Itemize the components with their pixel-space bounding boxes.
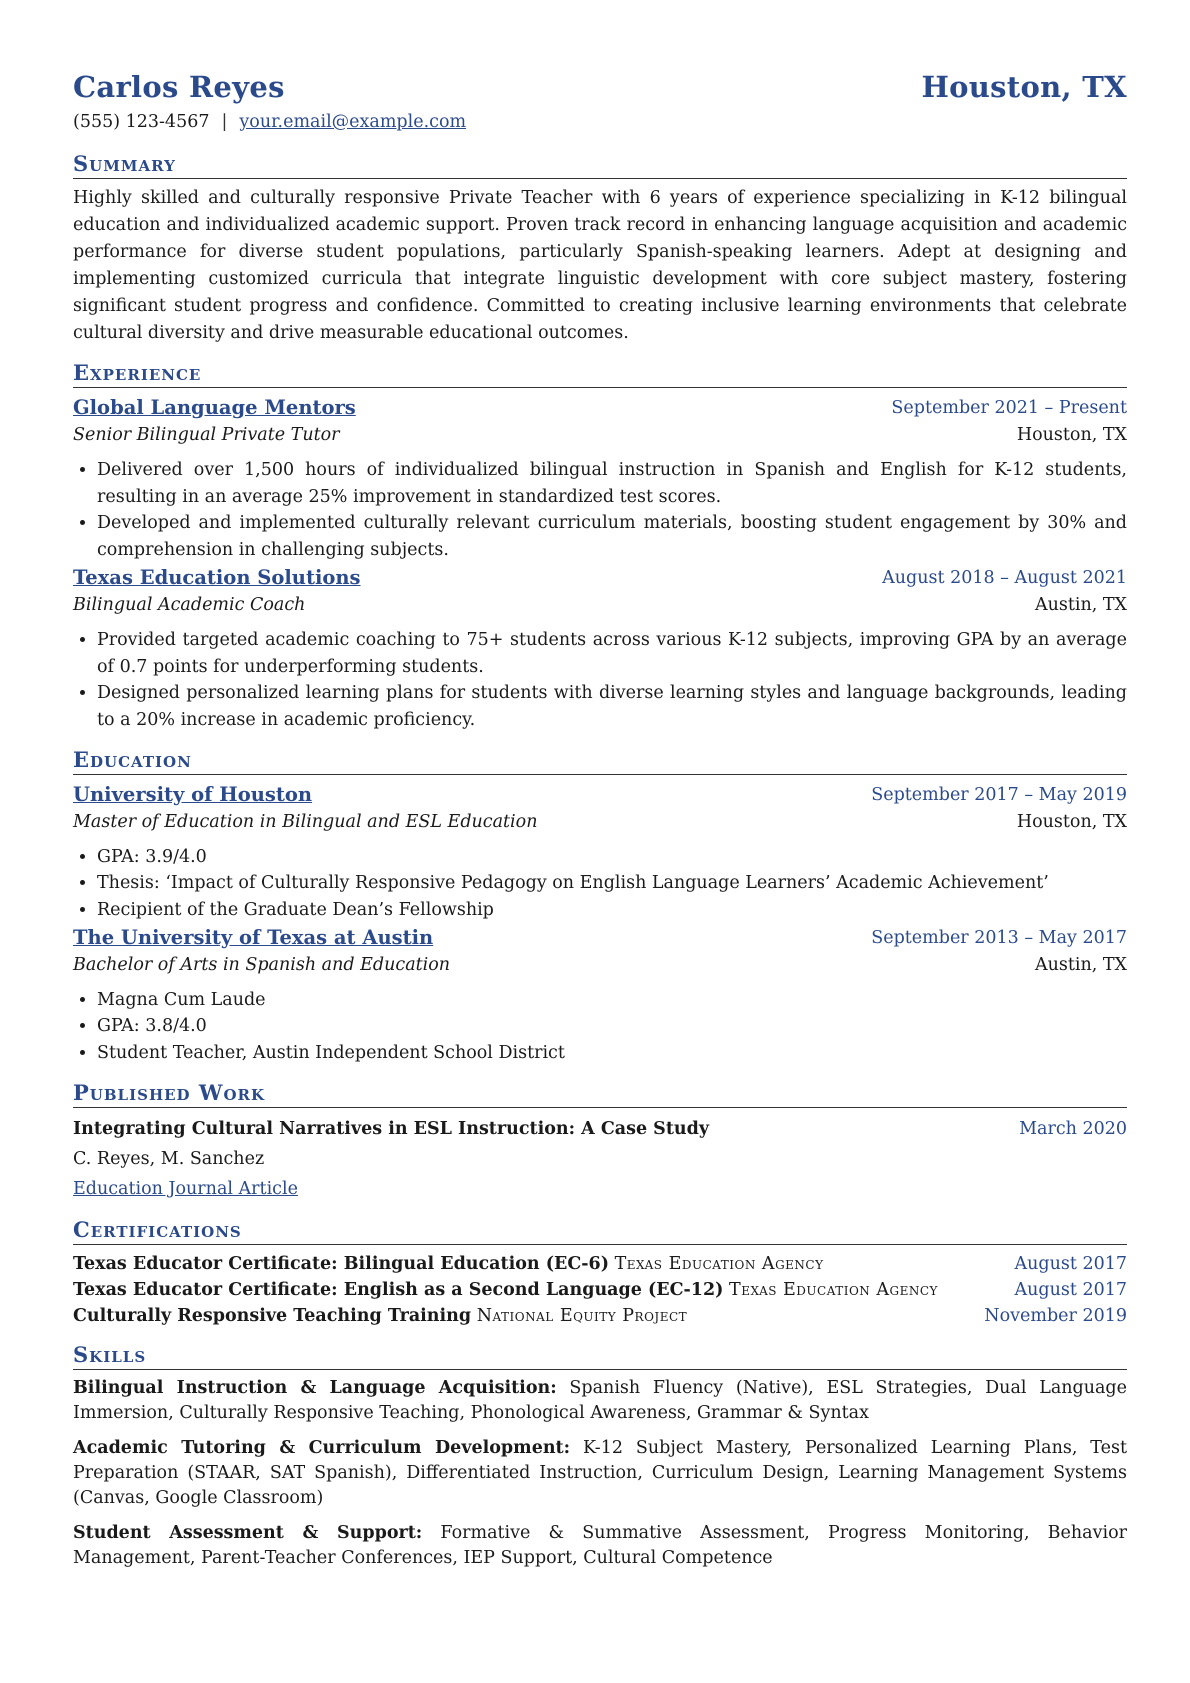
bullet-item: • Designed personalized learning plans for students with diverse learning styles and language backgrounds, leading to a 20% increase in academic proficiency. [97, 680, 1127, 733]
school-location: Austin, TX [1034, 954, 1127, 975]
bullet-item: • Delivered over 1,500 hours of individualized bilingual instruction in Spanish and English for K-12 students, resulting in an average 25% improvement in standardized test scores. [97, 457, 1127, 510]
skill-group-label: Bilingual Instruction & Language Acquisition: [73, 1377, 557, 1398]
skill-group [73, 1376, 1127, 1426]
publication-date: March 2020 [1019, 1118, 1127, 1139]
skill-group-text: Formative & Summative Assessment, Progress Monitoring, Behavior Management, Parent-Teacher Conferences, IEP Support, Cultural Competence [73, 1522, 1127, 1568]
job-title: Senior Bilingual Private Tutor [73, 425, 340, 445]
bullet-item: • GPA: 3.9/4.0 [97, 844, 1127, 871]
degree-title: Bachelor of Arts in Spanish and Education [73, 954, 451, 975]
certification-name: Texas Educator Certificate: Bilingual Education (EC-6) [73, 1253, 610, 1274]
skill-group-text: K-12 Subject Mastery, Personalized Learning Plans, Test Preparation (STAAR, SAT Spanish), Differentiated Instruction, Curriculum Design, Learning Management Systems (Canvas, Google Classroom) [73, 1437, 1127, 1508]
certification-name: Culturally Responsive Teaching Training [73, 1305, 472, 1326]
study-dates: September 2013 – May 2017 [871, 927, 1127, 948]
certifications-list [73, 1251, 1127, 1329]
bullet-item: • Developed and implemented culturally relevant curriculum materials, boosting student engagement by 30% and comprehension in challenging subjects. [97, 510, 1127, 563]
employment-dates: August 2018 – August 2021 [882, 567, 1127, 588]
resume-header [73, 60, 1127, 104]
summary-heading: Summary [73, 150, 1127, 179]
publication-title: Integrating Cultural Narratives in ESL Instruction: A Case Study [73, 1118, 710, 1139]
publication-entry [73, 1114, 1127, 1204]
experience-entry [73, 394, 1127, 564]
certification-date: August 2017 [1014, 1253, 1127, 1274]
job-location: Houston, TX [1016, 425, 1127, 445]
certification-issuer: Texas Education Agency [614, 1253, 824, 1274]
certification-item [73, 1303, 1127, 1329]
bullet-item: • Thesis: ‘Impact of Culturally Responsive Pedagogy on English Language Learners’ Academic Achievement’ [97, 870, 1127, 897]
skill-group [73, 1521, 1127, 1571]
certification-item [73, 1251, 1127, 1277]
employer-link[interactable]: Global Language Mentors [73, 396, 356, 419]
phone-number: (555) 123-4567 [73, 112, 210, 132]
certification-date: August 2017 [1014, 1279, 1127, 1300]
education-bullets [73, 844, 1127, 924]
degree-title: Master of Education in Bilingual and ESL Education [73, 811, 538, 832]
employment-dates: September 2021 – Present [891, 398, 1127, 418]
resume-page [73, 60, 1127, 1581]
publication-link[interactable]: Education Journal Article [73, 1178, 298, 1199]
bullet-item: • Magna Cum Laude [97, 987, 1127, 1014]
contact-line [73, 112, 1127, 138]
education-entry [73, 924, 1127, 1067]
employer-link[interactable]: Texas Education Solutions [73, 565, 361, 589]
job-bullets [73, 457, 1127, 564]
published-work-heading: Published Work [73, 1079, 1127, 1108]
skill-group-label: Academic Tutoring & Curriculum Development: [73, 1437, 571, 1458]
job-title: Bilingual Academic Coach [73, 594, 306, 615]
publication-authors: C. Reyes, M. Sanchez [73, 1148, 265, 1169]
school-link[interactable]: University of Houston [73, 782, 313, 806]
skill-group [73, 1436, 1127, 1511]
education-heading: Education [73, 746, 1127, 775]
bullet-item: • Provided targeted academic coaching to 75+ students across various K-12 subjects, improving GPA by an average of 0.7 points for underperforming students. [97, 627, 1127, 680]
candidate-location: Houston, TX [921, 70, 1127, 104]
school-link[interactable]: The University of Texas at Austin [73, 925, 434, 949]
bullet-item: • Recipient of the Graduate Dean’s Fellowship [97, 897, 1127, 924]
education-entry [73, 781, 1127, 924]
candidate-name: Carlos Reyes [73, 70, 285, 104]
contact-separator: | [221, 112, 228, 132]
certification-date: November 2019 [984, 1305, 1127, 1326]
study-dates: September 2017 – May 2019 [871, 784, 1127, 805]
certification-item [73, 1277, 1127, 1303]
job-location: Austin, TX [1034, 594, 1127, 615]
certification-issuer: National Equity Project [476, 1305, 688, 1326]
bullet-item: • GPA: 3.8/4.0 [97, 1013, 1127, 1040]
skill-group-text: Spanish Fluency (Native), ESL Strategies, Dual Language Immersion, Culturally Responsive Teaching, Phonological Awareness, Grammar & Syntax [73, 1377, 1127, 1423]
bullet-item: • Student Teacher, Austin Independent School District [97, 1040, 1127, 1067]
certifications-heading: Certifications [73, 1216, 1127, 1245]
job-bullets [73, 627, 1127, 734]
experience-heading: Experience [73, 359, 1127, 388]
education-bullets [73, 987, 1127, 1067]
summary-text: Highly skilled and culturally responsive Private Teacher with 6 years of experience specializing in K-12 bilingual education and individualized academic support. Proven track record in enhancing language acquisition and academic performance for diverse student populations, particularly Spanish-speaking learners. Adept at designing and implementing customized curricula that integrate linguistic development with core subject mastery, fostering significant student progress and confidence. Committed to creating inclusive learning environments that celebrate cultural diversity and drive measurable educational outcomes. [73, 188, 1127, 343]
certification-name: Texas Educator Certificate: English as a Second Language (EC-12) [73, 1279, 724, 1300]
school-location: Houston, TX [1016, 811, 1127, 832]
skills-heading: Skills [73, 1341, 1127, 1370]
email-link[interactable]: your.email@example.com [239, 112, 467, 132]
experience-entry [73, 564, 1127, 734]
certification-issuer: Texas Education Agency [729, 1279, 938, 1300]
skill-group-label: Student Assessment & Support: [73, 1522, 423, 1543]
